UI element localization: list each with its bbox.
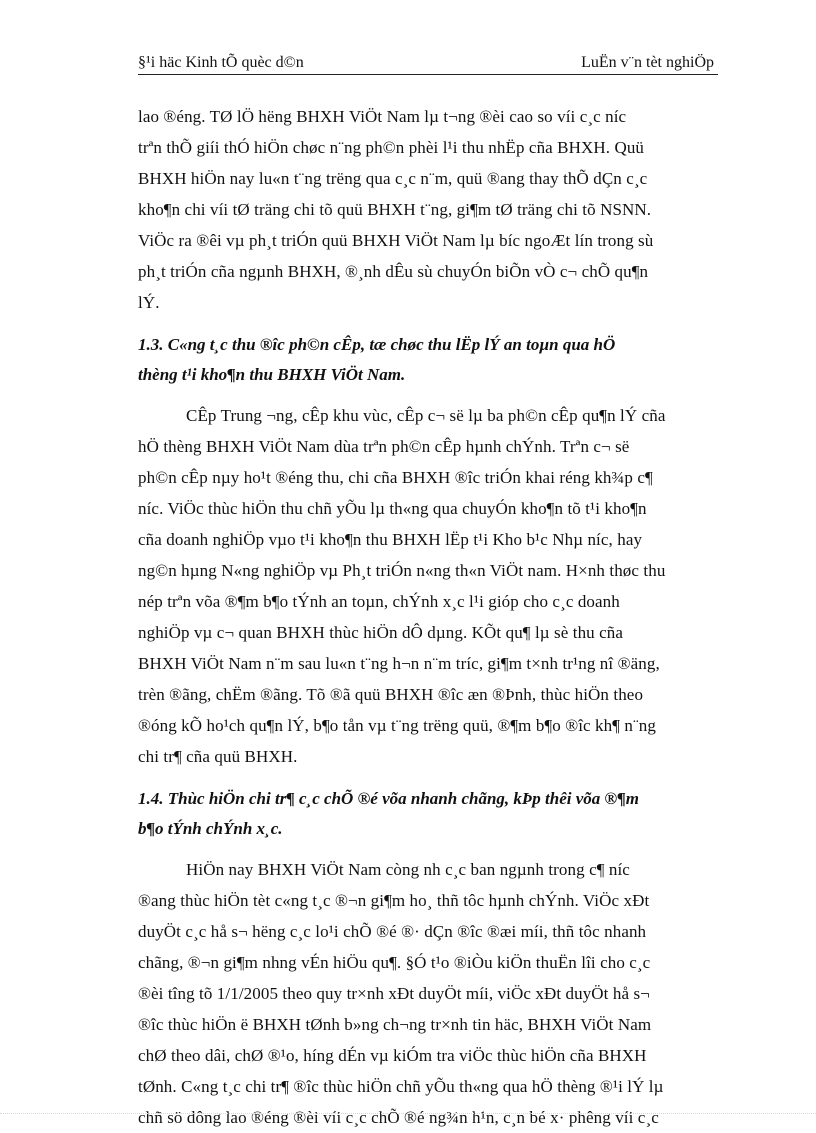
paragraph-line: kho¶n chi víi tØ träng chi tõ quü BHXH t¨ng, gi¶m tØ träng chi tõ NSNN.: [138, 200, 652, 219]
section-heading: [138, 330, 720, 390]
heading-line: b¶o tÝnh chÝnh x¸c.: [138, 819, 283, 838]
paragraph-line: HiÖn nay BHXH ViÖt Nam còng nh c¸c ban ngµnh trong c¶ níc: [186, 860, 630, 879]
paragraph-line: BHXH hiÖn nay lu«n t¨ng trëng qua c¸c n¨m, quü ®ang thay thÕ dÇn c¸c: [138, 169, 648, 188]
paragraph-line: chØ theo dâi, chØ ®¹o, híng dÉn vµ kiÓm tra viÖc thùc hiÖn cña BHXH: [138, 1046, 647, 1065]
paragraph-line: ®ang thùc hiÖn tèt c«ng t¸c ®¬n gi¶m ho¸ thñ tôc hµnh chÝnh. ViÖc xÐt: [138, 891, 650, 910]
paragraph-line: chñ sö dông lao ®éng ®èi víi c¸c chÕ ®é ng¾n h¹n, c¸n bé x· phêng víi c¸c: [138, 1108, 659, 1127]
paragraph-line: cña doanh nghiÖp vµo t¹i kho¶n thu BHXH lËp t¹i Kho b¹c Nhµ níc, hay: [138, 530, 643, 549]
document-body: [138, 101, 720, 1133]
heading-line: 1.4. Thùc hiÖn chi tr¶ c¸c chÕ ®é võa nhanh chãng, kÞp thêi võa ®¶m: [138, 789, 639, 808]
paragraph-line: ®óng kÕ ho¹ch qu¶n lÝ, b¶o tån vµ t¨ng trëng quü, ®¶m b¶o ®îc kh¶ n¨ng: [138, 716, 656, 735]
section-heading: [138, 784, 720, 844]
body-paragraph: [138, 854, 720, 1133]
paragraph-line: ®èi tîng tõ 1/1/2005 theo quy tr×nh xÐt duyÖt míi, viÖc xÐt duyÖt hå s¬: [138, 984, 650, 1003]
paragraph-line: duyÖt c¸c hå s¬ hëng c¸c lo¹i chÕ ®é ®· dÇn ®îc ®æi míi, thñ tôc nhanh: [138, 922, 647, 941]
paragraph-line: lao ®éng. TØ lÖ hëng BHXH ViÖt Nam lµ t¬ng ®èi cao so víi c¸c níc: [138, 107, 627, 126]
paragraph-line: ph©n cÊp nµy ho¹t ®éng thu, chi cña BHXH ®îc triÓn khai réng kh¾p c¶: [138, 468, 653, 487]
paragraph-line: hÖ thèng BHXH ViÖt Nam dùa trªn ph©n cÊp hµnh chÝnh. Trªn c¬ së: [138, 437, 630, 456]
header-left: §¹i häc Kinh tÕ quèc d©n: [138, 54, 304, 71]
heading-line: 1.3. C«ng t¸c thu ®îc ph©n cÊp, tæ chøc thu lËp lÝ an toµn qua hÖ: [138, 335, 616, 354]
body-paragraph: [138, 101, 720, 318]
page-header: [138, 52, 718, 75]
paragraph-line: ng©n hµng N«ng nghiÖp vµ Ph¸t triÓn n«ng th«n ViÖt nam. H×nh thøc thu: [138, 561, 666, 580]
header-right: LuËn v¨n tèt nghiÖp: [581, 54, 714, 71]
paragraph-line: ViÖc ra ®êi vµ ph¸t triÓn quü BHXH ViÖt Nam lµ bíc ngoÆt lín trong sù: [138, 231, 654, 250]
paragraph-line: chãng, ®¬n gi¶m nhng vÉn hiÖu qu¶. §Ó t¹o ®iÒu kiÖn thuËn lîi cho c¸c: [138, 953, 651, 972]
paragraph-line: BHXH ViÖt Nam n¨m sau lu«n t¨ng h¬n n¨m tríc, gi¶m t×nh tr¹ng nî ®äng,: [138, 654, 660, 673]
body-paragraph: [138, 400, 720, 772]
paragraph-line: ph¸t triÓn cña ngµnh BHXH, ®¸nh dÊu sù chuyÓn biÕn vÒ c¬ chÕ qu¶n: [138, 262, 649, 281]
paragraph-line: nghiÖp vµ c¬ quan BHXH thùc hiÖn dÔ dµng. KÕt qu¶ lµ sè thu cña: [138, 623, 624, 642]
paragraph-line: nép trªn võa ®¶m b¶o tÝnh an toµn, chÝnh x¸c l¹i gióp cho c¸c doanh: [138, 592, 620, 611]
heading-line: thèng t¹i kho¶n thu BHXH ViÖt Nam.: [138, 365, 406, 384]
paragraph-line: lÝ.: [138, 293, 160, 312]
paragraph-line: trªn thÕ giíi thÓ hiÖn chøc n¨ng ph©n phèi l¹i thu nhËp cña BHXH. Quü: [138, 138, 645, 157]
paragraph-line: trèn ®ãng, chËm ®ãng. Tõ ®ã quü BHXH ®îc æn ®Þnh, thùc hiÖn theo: [138, 685, 644, 704]
bottom-divider: [0, 1113, 816, 1114]
paragraph-line: ®îc thùc hiÖn ë BHXH tØnh b»ng ch¬ng tr×nh tin häc, BHXH ViÖt Nam: [138, 1015, 652, 1034]
paragraph-line: níc. ViÖc thùc hiÖn thu chñ yÕu lµ th«ng qua chuyÓn kho¶n tõ t¹i kho¶n: [138, 499, 647, 518]
paragraph-line: CÊp Trung ¬ng, cÊp khu vùc, cÊp c¬ së lµ ba ph©n cÊp qu¶n lÝ cña: [186, 406, 666, 425]
paragraph-line: tØnh. C«ng t¸c chi tr¶ ®îc thùc hiÖn chñ yÕu th«ng qua hÖ thèng ®¹i lÝ lµ: [138, 1077, 664, 1096]
paragraph-line: chi tr¶ cña quü BHXH.: [138, 747, 298, 766]
